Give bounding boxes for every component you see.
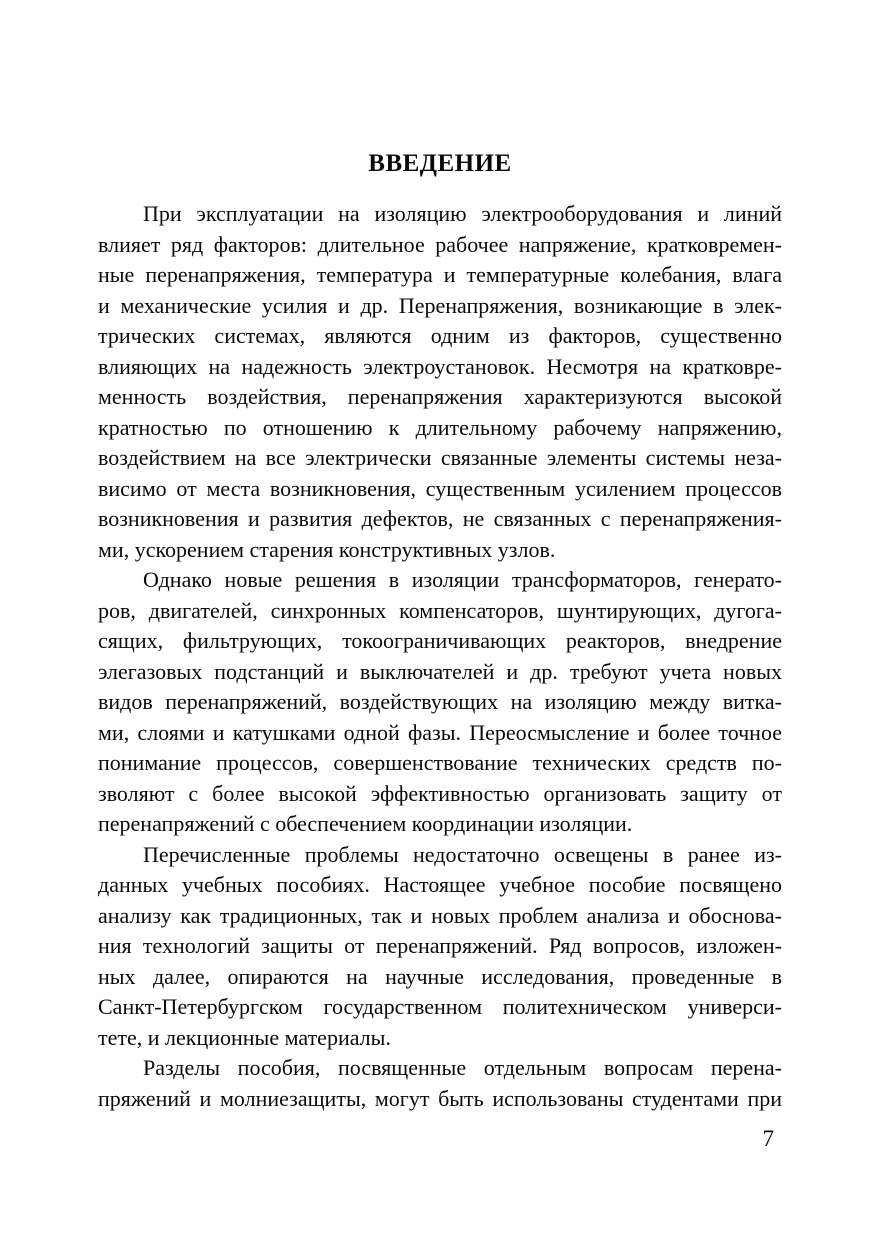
text-line: влияет ряд факторов: длительное рабочее напряжение, кратковремен- <box>98 231 782 257</box>
text-line: зволяют с более высокой эффективностью организовать защиту от <box>98 780 782 806</box>
text-line: сящих, фильтрующих, токоограничивающих реакторов, внедрение <box>98 628 782 653</box>
text-line: ния технологий защиты от перенапряжений. Ряд вопросов, изложен- <box>98 933 782 958</box>
paragraph <box>98 199 782 565</box>
text-line: данных учебных пособиях. Настоящее учебное пособие посвящено <box>98 872 782 897</box>
text-line: тете, и лекционные материалы. <box>98 1024 391 1050</box>
text-line: ров, двигателей, синхронных компенсаторов, шунтирующих, дугога- <box>98 597 782 623</box>
body-text <box>98 199 782 1114</box>
paragraph <box>98 840 782 1054</box>
text-line: ми, слоями и катушками одной фазы. Переосмысление и более точное <box>98 719 782 745</box>
text-line: менность воздействия, перенапряжения характеризуются высокой <box>98 384 782 409</box>
text-line: кратностью по отношению к длительному рабочему напряжению, <box>98 414 782 440</box>
text-line: висимо от места возникновения, существенным усилением процессов <box>98 475 782 501</box>
text-line: Разделы пособия, посвященные отдельным вопросам перена- <box>143 1055 782 1080</box>
text-line: понимание процессов, совершенствование технических средств по- <box>98 750 782 775</box>
paragraph <box>98 565 782 840</box>
text-line: пряжений и молниезащиты, могут быть использованы студентами при <box>98 1085 782 1111</box>
text-line: трических системах, являются одним из факторов, существенно <box>98 323 782 348</box>
text-line: анализу как традиционных, так и новых проблем анализа и обоснова- <box>98 902 782 928</box>
text-line: возникновения и развития дефектов, не связанных с перенапряжения- <box>98 506 782 531</box>
page-number: 7 <box>762 1126 774 1151</box>
text-line: ми, ускорением старения конструктивных узлов. <box>98 536 556 562</box>
text-line: При эксплуатации на изоляцию электрооборудования и линий <box>143 201 782 226</box>
page-content <box>98 150 782 1114</box>
text-line: перенапряжений с обеспечением координации изоляции. <box>98 811 633 836</box>
text-line: видов перенапряжений, воздействующих на изоляцию между витка- <box>98 689 782 714</box>
text-line: Перечисленные проблемы недостаточно освещены в ранее из- <box>143 841 782 867</box>
text-line: воздействием на все электрически связанные элементы системы неза- <box>98 445 782 470</box>
paragraph <box>98 1053 782 1114</box>
text-line: элегазовых подстанций и выключателей и др. требуют учета новых <box>98 658 782 684</box>
text-line: ные перенапряжения, температура и температурные колебания, влага <box>98 262 782 287</box>
text-line: и механические усилия и др. Перенапряжения, возникающие в элек- <box>98 292 782 318</box>
text-line: Санкт-Петербургском государственном политехническом универси- <box>98 994 782 1019</box>
page-title: ВВЕДЕНИЕ <box>368 150 512 177</box>
text-line: ных далее, опираются на научные исследования, проведенные в <box>98 963 782 989</box>
text-line: Однако новые решения в изоляции трансформаторов, генерато- <box>143 567 782 592</box>
text-line: влияющих на надежность электроустановок. Несмотря на кратковре- <box>98 353 782 379</box>
